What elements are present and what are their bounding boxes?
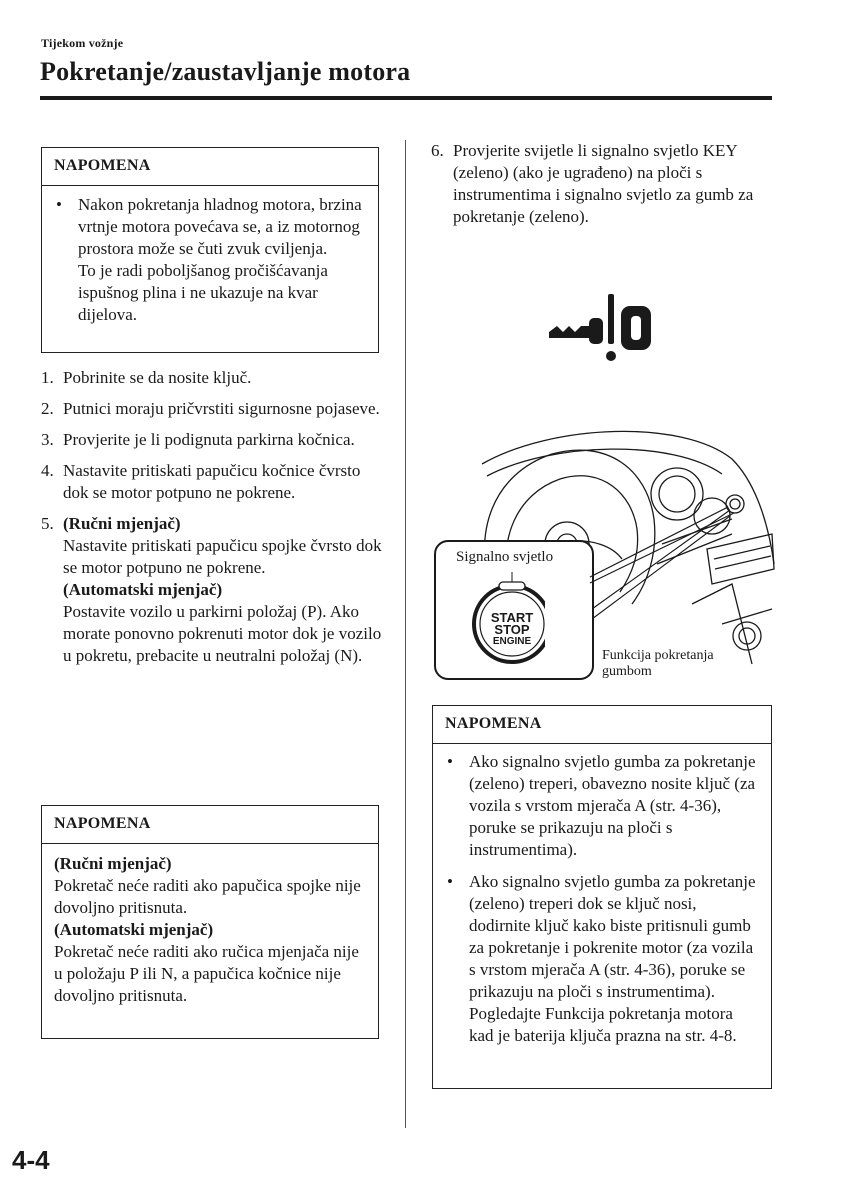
manual-transmission-text: Nastavite pritiskati papučicu spojke čvrsto dok se motor potpuno ne pokrene. bbox=[63, 536, 382, 577]
automatic-transmission-label: (Automatski mjenjač) bbox=[54, 920, 214, 939]
column-divider bbox=[405, 140, 406, 1128]
step-number: 3. bbox=[41, 430, 54, 449]
note-bullet-text: Ako signalno svjetlo gumba za pokretanje (zeleno) treperi dok se ključ nosi, dodirnite ključ kako biste pritisnuli gumb za pokretanje i pokrenite motor (za vozila s vrstom mjerača A (str. 4-36), poruke se prikazuju na ploči s instrumentima). bbox=[469, 872, 756, 1001]
start-stop-engine-label bbox=[478, 612, 546, 648]
note-heading: NAPOMENA bbox=[42, 806, 378, 844]
note-box-signal-light bbox=[432, 705, 772, 1089]
manual-transmission-label: (Ručni mjenjač) bbox=[54, 854, 172, 873]
bullet-icon: • bbox=[447, 872, 453, 891]
steps-list bbox=[41, 367, 386, 667]
engine-text: ENGINE bbox=[492, 636, 532, 647]
step-text: Provjerite svijetle li signalno svjetlo KEY (zeleno) (ako je ugrađeno) na ploči s instrumentima i signalno svjetlo za gumb za pokretanje (zeleno). bbox=[453, 141, 754, 226]
step-text: Provjerite je li podignuta parkirna kočnica. bbox=[63, 430, 355, 449]
stop-text: STOP bbox=[494, 622, 530, 637]
step-text: Pobrinite se da nosite ključ. bbox=[63, 368, 252, 387]
note-bullet-text: Nakon pokretanja hladnog motora, brzina vrtnje motora povećava se, a iz motornog prostora može se čuti zvuk cviljenja. bbox=[78, 195, 362, 258]
step-4 bbox=[41, 460, 386, 504]
note-heading: NAPOMENA bbox=[42, 148, 378, 186]
note-box-cold-engine bbox=[41, 147, 379, 353]
note-body bbox=[42, 844, 378, 1007]
note-heading: NAPOMENA bbox=[433, 706, 771, 744]
step-number: 2. bbox=[41, 399, 54, 418]
automatic-transmission-text: Pokretač neće raditi ako ručica mjenjača nije u položaju P ili N, a papučica kočnice nije dovoljno pritisnuta. bbox=[54, 942, 359, 1005]
step-2 bbox=[41, 398, 386, 420]
signal-light-label: Signalno svjetlo bbox=[456, 549, 554, 565]
manual-transmission-label: (Ručni mjenjač) bbox=[63, 514, 181, 533]
note-bullet bbox=[445, 751, 761, 861]
step-text: Nastavite pritiskati papučicu kočnice čvrsto dok se motor potpuno ne pokrene. bbox=[63, 461, 361, 502]
step-5 bbox=[41, 513, 386, 667]
step-text: Putnici moraju pričvrstiti sigurnosne pojaseve. bbox=[63, 399, 380, 418]
key-warning-icon bbox=[545, 292, 657, 364]
start-text: START bbox=[490, 610, 534, 625]
note-bullet bbox=[54, 194, 368, 326]
step-number: 5. bbox=[41, 514, 54, 533]
step-number: 1. bbox=[41, 368, 54, 387]
automatic-transmission-text: Postavite vozilo u parkirni položaj (P). Ako morate ponovno pokrenuti motor dok je vozilo u pokretu, prebacite u neutralni položaj (N). bbox=[63, 602, 382, 665]
note-box-starter bbox=[41, 805, 379, 1039]
page-title: Pokretanje/zaustavljanje motora bbox=[40, 57, 411, 86]
bullet-icon: • bbox=[56, 195, 62, 214]
step-3 bbox=[41, 429, 386, 451]
bullet-icon: • bbox=[447, 752, 453, 771]
step-1 bbox=[41, 367, 386, 389]
note-bullet-followup: Pogledajte Funkcija pokretanja motora kad je baterija ključa prazna na str. 4-8. bbox=[469, 1004, 737, 1045]
automatic-transmission-label: (Automatski mjenjač) bbox=[63, 580, 223, 599]
note-bullet-text: Ako signalno svjetlo gumba za pokretanje (zeleno) treperi, obavezno nosite ključ (za vozila s vrstom mjerača A (str. 4-36), poruke se prikazuju na ploči s instrumentima). bbox=[469, 752, 756, 859]
note-body bbox=[42, 186, 378, 326]
push-button-function-label: Funkcija pokretanja gumbom bbox=[602, 648, 714, 679]
step-6 bbox=[431, 140, 771, 228]
note-body bbox=[433, 744, 771, 1047]
section-label: Tijekom vožnje bbox=[41, 36, 124, 50]
note-bullet-text-2: To je radi poboljšanog pročišćavanja ispušnog plina i ne ukazuje na kvar dijelova. bbox=[78, 261, 328, 324]
step-number: 6. bbox=[431, 141, 444, 160]
step-number: 4. bbox=[41, 461, 54, 480]
page-number: 4-4 bbox=[12, 1145, 50, 1175]
callout-connector bbox=[588, 505, 738, 585]
title-rule bbox=[40, 96, 772, 100]
note-bullet bbox=[445, 871, 761, 1047]
manual-transmission-text: Pokretač neće raditi ako papučica spojke nije dovoljno pritisnuta. bbox=[54, 876, 361, 917]
